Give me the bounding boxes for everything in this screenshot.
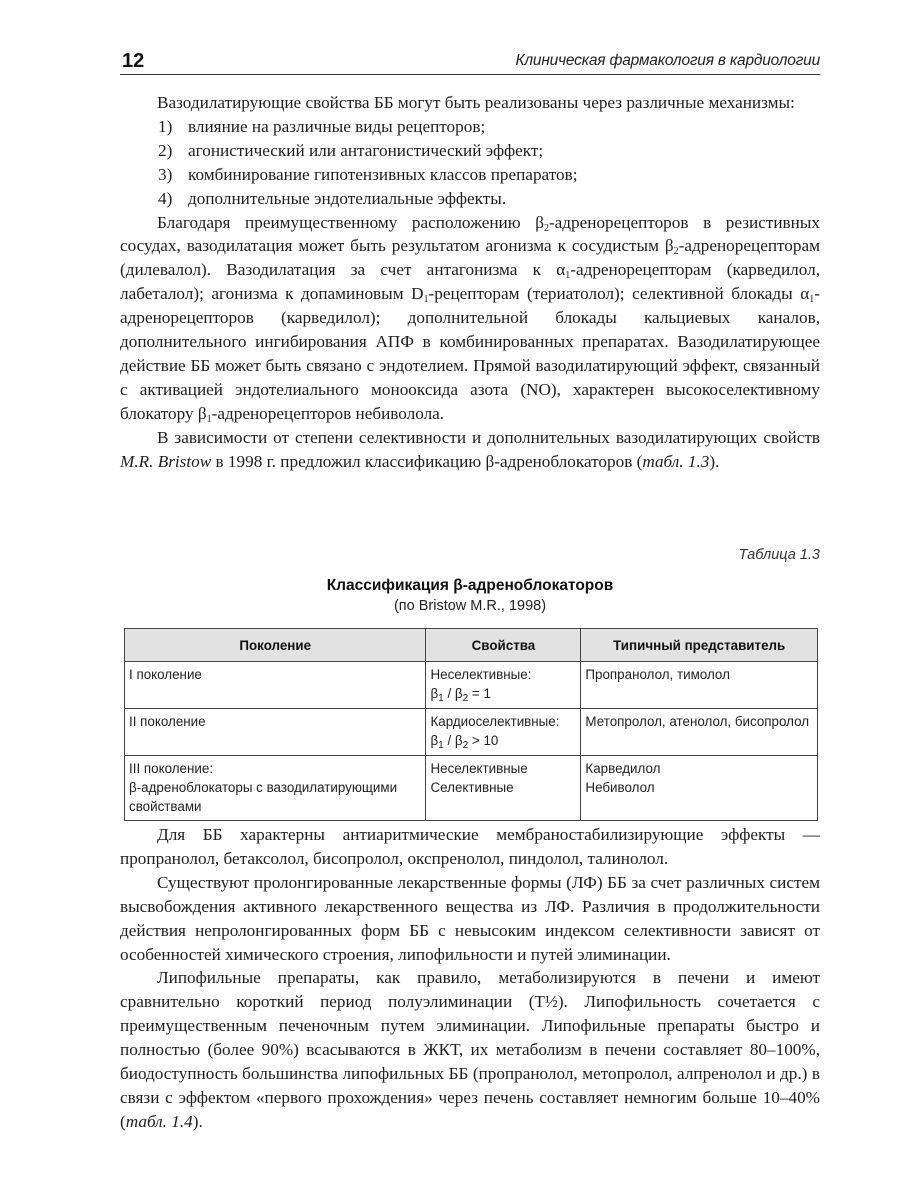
list-item: 1) влияние на различные виды рецепторов; bbox=[158, 116, 486, 136]
paragraph-intro: Вазодилатирующие свойства ББ могут быть реализованы через различные механизмы: bbox=[157, 93, 795, 112]
cell-generation: I поколение bbox=[125, 662, 426, 709]
classification-table bbox=[124, 628, 818, 821]
cell-representative: Карведилол Небиволол bbox=[581, 756, 818, 821]
list-item: 3) комбинирование гипотензивных классов препаратов; bbox=[158, 164, 578, 184]
column-header-generation: Поколение bbox=[125, 629, 426, 662]
list-item: 2) агонистический или антагонистический эффект; bbox=[158, 140, 544, 160]
table-row bbox=[125, 709, 818, 756]
paragraph-antiarrhythmic: Для ББ характерны антиаритмические мембраностабилизирующие эффекты — пропранолол, бетаксолол, бисопролол, окспренолол, пиндолол, талинолол. bbox=[120, 825, 820, 868]
body-section-vasodilation bbox=[120, 91, 820, 474]
running-title: Клиническая фармакология в кардиологии bbox=[515, 52, 820, 69]
table-row bbox=[125, 756, 818, 821]
author-name: M.R. Bristow bbox=[120, 451, 212, 471]
paragraph-prolonged-forms: Существуют пролонгированные лекарственные формы (ЛФ) ББ за счет различных систем высвобождения активного лекарственного вещества из ЛФ. Различия в продолжительности действия непролонгированных форм ББ с невысоким индексом селективности зависят от особенностей химического строения, липофильности и путей элиминации. bbox=[120, 872, 820, 964]
table-reference: табл. 1.4 bbox=[125, 1111, 193, 1131]
running-header bbox=[120, 46, 820, 75]
table-label: Таблица 1.3 bbox=[738, 547, 820, 563]
paragraph-lipophilic: Липофильные препараты, как правило, метаболизируются в печени и имеют сравнительно короткий период полуэлиминации (T½). Липофильность сочетается с преимущественным печеночным путем элиминации. Липофильные препараты быстро и полностью (более 90%) всасываются в ЖКТ, их метаболизм в печени составляет 80–100%, биодоступность большинства липофильных ББ (пропранолол, метопролол, алпренолол и др.) в связи с эффектом «первого прохождения» через печень составляет немногим больше 10–40% (табл. 1.4). bbox=[120, 968, 820, 1131]
cell-properties: Кардиоселективные: $\beta_1 / \beta_2 > 10$ bbox=[426, 709, 581, 756]
table-title: Классификация β-адреноблокаторов bbox=[326, 577, 614, 594]
table-row bbox=[125, 662, 818, 709]
table-reference: табл. 1.3 bbox=[642, 451, 710, 471]
cell-generation: II поколение bbox=[125, 709, 426, 756]
mechanism-list bbox=[120, 115, 820, 211]
table-header-row bbox=[125, 629, 818, 662]
cell-generation: III поколение: β-адреноблокаторы с вазодилатирующими свойствами bbox=[125, 756, 426, 821]
table-subtitle: (по Bristow M.R., 1998) bbox=[393, 598, 547, 614]
paragraph-bristow: В зависимости от степени селективности и дополнительных вазодилатирующих свойств M.R. Bristow в 1998 г. предложил классификацию β-адреноблокаторов (табл. 1.3). bbox=[120, 427, 820, 471]
paragraph-receptors: Благодаря преимущественному расположению $\beta_2$-адренорецепторов в резистивных сосудах, вазодилатация может быть результатом агонизма к сосудистым $\beta_2$-адренорецепторам (дилевалол). Вазодилатация за счет антагонизма к $\alpha_1$-адренорецепторам (карведилол, лабеталол); агонизма к допаминовым $D_1$-рецепторам (териатолол); селективной блокады $\alpha_1$-адренорецепторов (карведилол); дополнительной блокады кальциевых каналов, дополнительного ингибирования АПФ в комбинированных препаратах. Вазодилатирующее действие ББ может быть связано с эндотелием. Прямой вазодилатирующий эффект, связанный с активацией эндотелиального монооксида азота (NO), характерен высокоселективному блокатору $\beta_1$-адренорецепторов небиволола. bbox=[120, 212, 820, 425]
body-section-pharmacokinetics bbox=[120, 823, 820, 1134]
cell-representative: Пропранолол, тимолол bbox=[581, 662, 818, 709]
cell-representative: Метопролол, атенолол, бисопролол bbox=[581, 709, 818, 756]
list-item: 4) дополнительные эндотелиальные эффекты. bbox=[158, 188, 507, 208]
column-header-representative: Типичный представитель bbox=[581, 629, 818, 662]
cell-properties: Неселективные Селективные bbox=[426, 756, 581, 821]
cell-properties: Неселективные: $\beta_1 / \beta_2 = 1$ bbox=[426, 662, 581, 709]
column-header-properties: Свойства bbox=[426, 629, 581, 662]
page-number: 12 bbox=[122, 50, 145, 72]
